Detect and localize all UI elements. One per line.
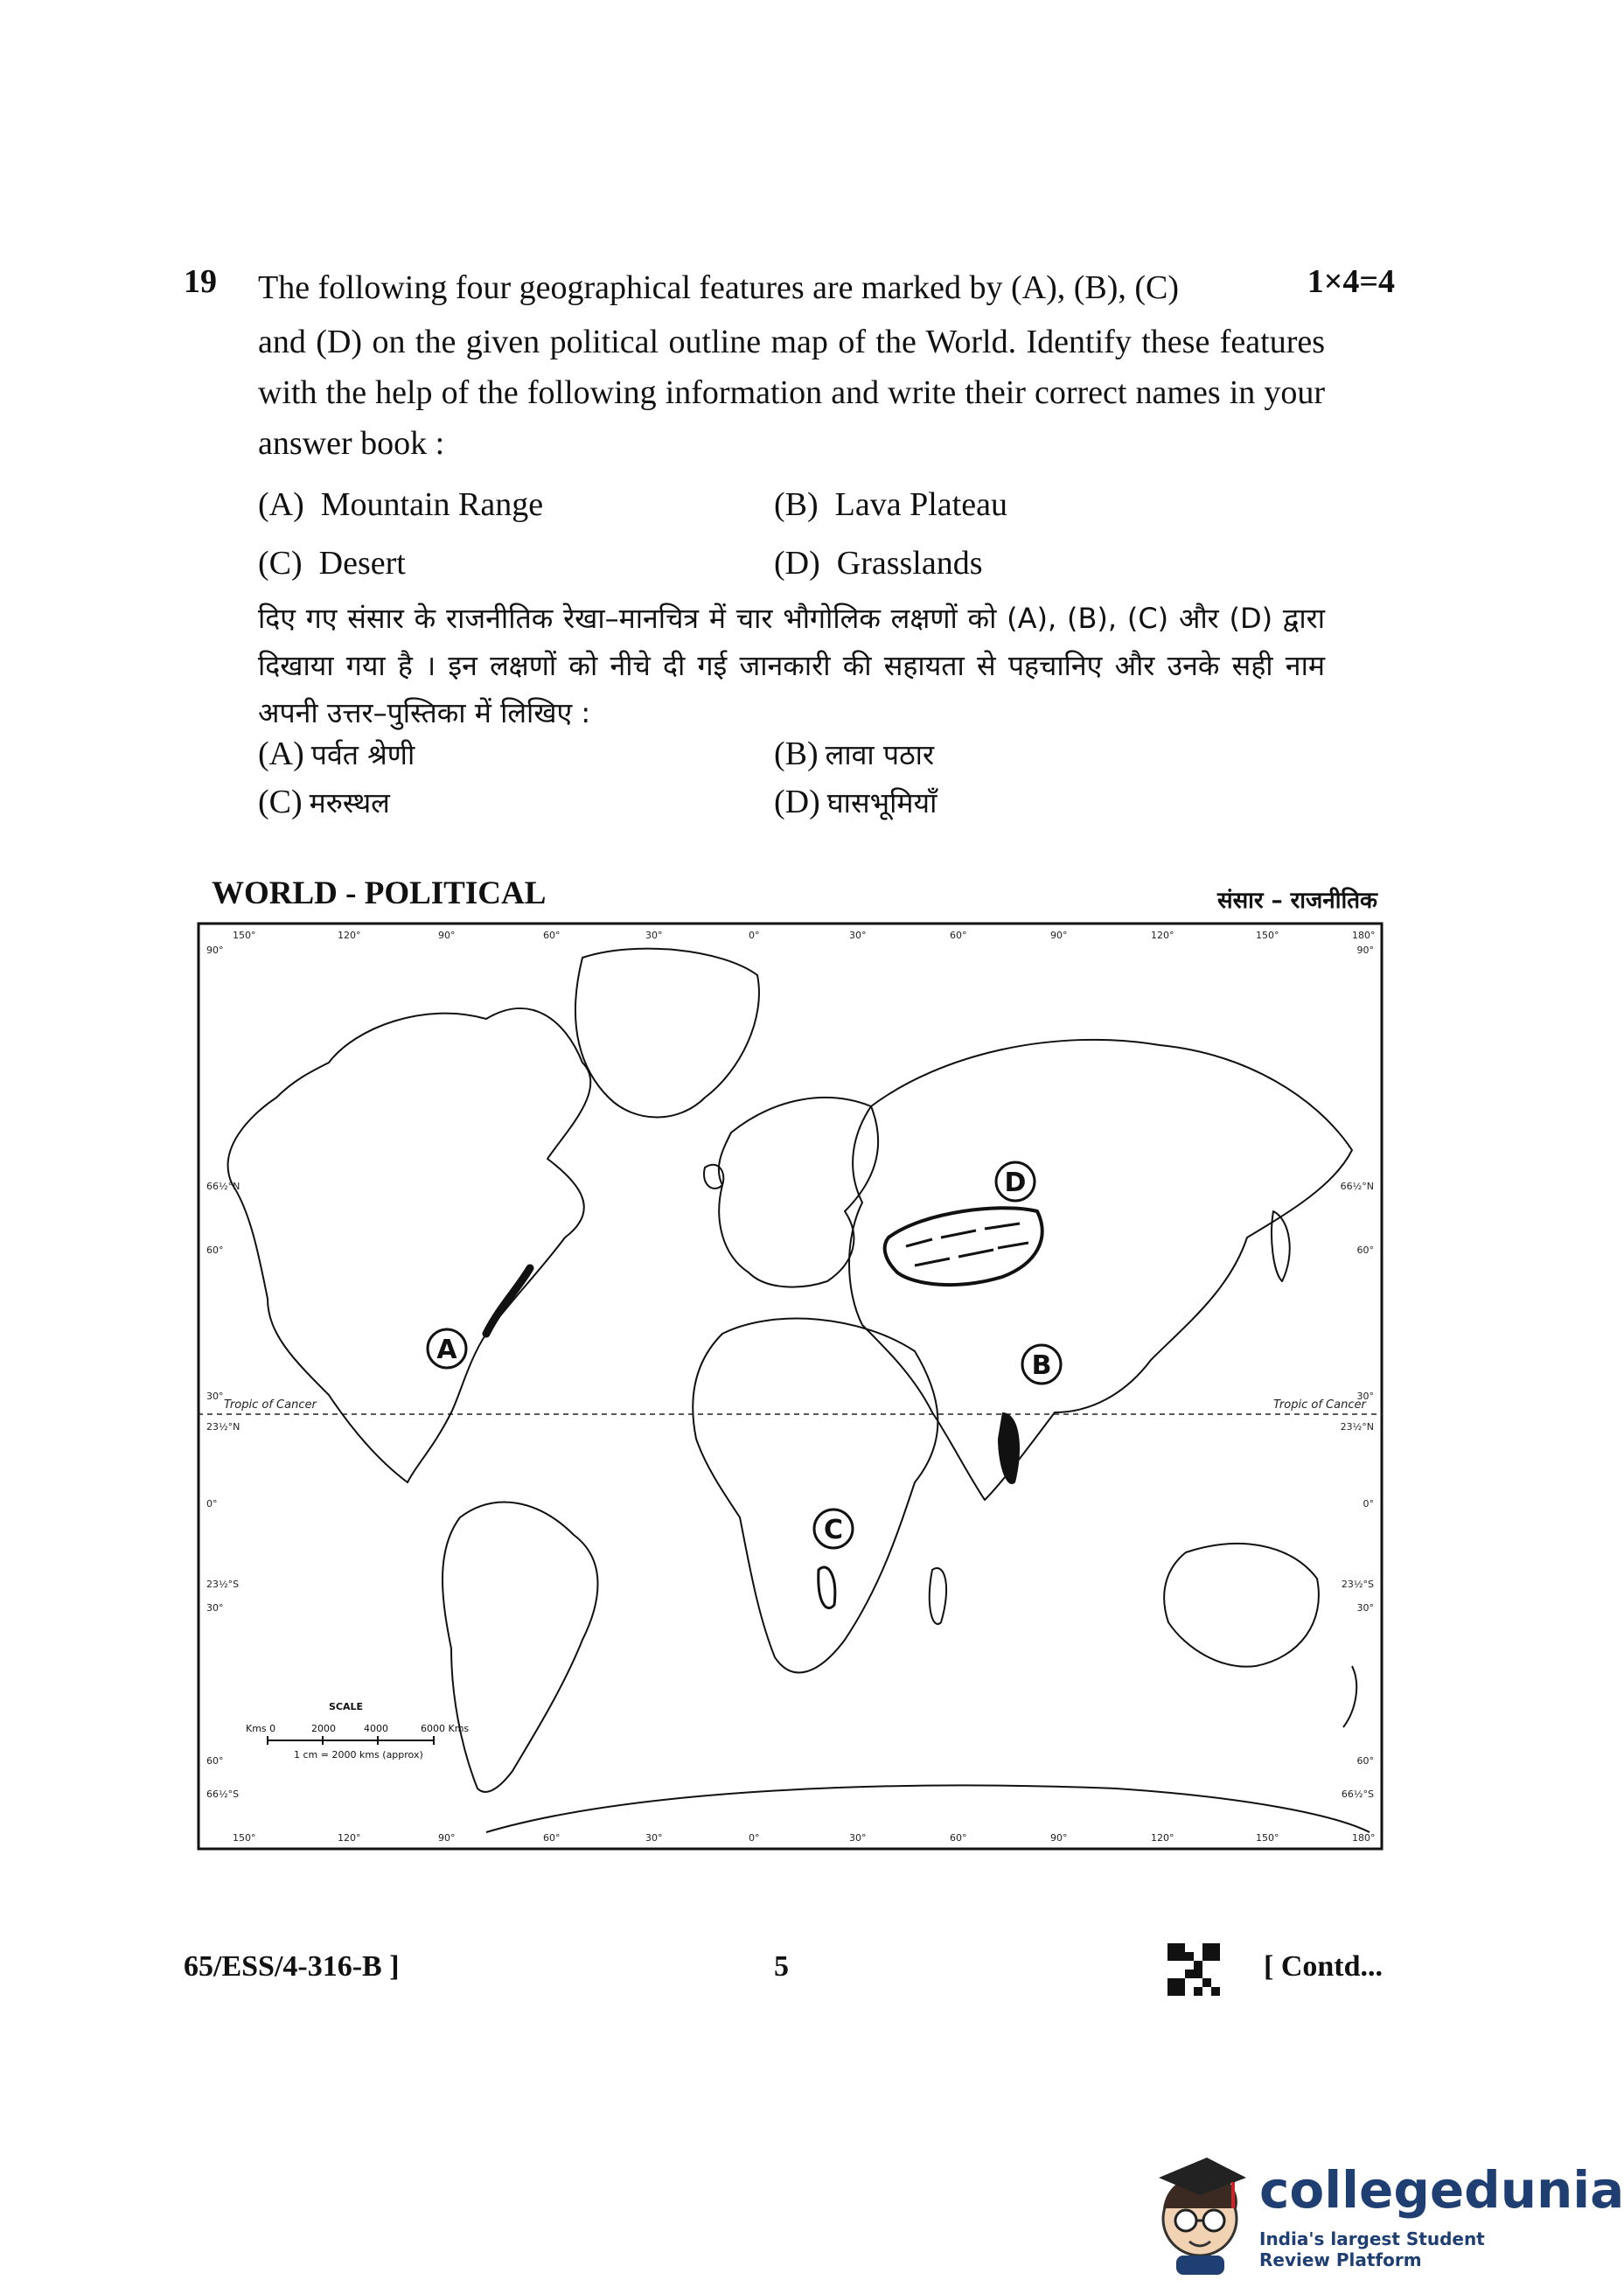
lon-bottom-label: 60° bbox=[950, 1832, 967, 1844]
lat-left-label: 30° bbox=[206, 1602, 224, 1614]
option-key: (B) bbox=[774, 486, 819, 523]
lon-bottom-label: 30° bbox=[645, 1832, 663, 1844]
map-title-hindi: संसार – राजनीतिक bbox=[1217, 888, 1377, 914]
marker-c bbox=[814, 1510, 853, 1548]
lat-right-label: 60° bbox=[1356, 1755, 1374, 1767]
option-c-en bbox=[258, 544, 406, 582]
map-title: WORLD - POLITICAL bbox=[212, 875, 547, 911]
mascot-icon bbox=[1146, 2147, 1255, 2278]
scale-tick: 6000 Kms bbox=[421, 1723, 470, 1734]
marker-a-label: A bbox=[436, 1335, 457, 1365]
lat-left-label: 60° bbox=[206, 1755, 224, 1767]
marker-b bbox=[1022, 1345, 1061, 1384]
question-line-1: The following four geographical features are marked by (A), (B), (C) bbox=[258, 269, 1180, 306]
lat-left-label: 66½°S bbox=[206, 1788, 240, 1800]
lat-right-label: 90° bbox=[1356, 945, 1374, 956]
lon-top-label: 90° bbox=[1050, 930, 1068, 941]
lon-bottom-label: 30° bbox=[849, 1832, 867, 1844]
lon-top-label: 0° bbox=[749, 930, 760, 941]
scale-tick: 2000 bbox=[311, 1723, 336, 1734]
option-key: (C) bbox=[258, 545, 303, 582]
lon-bottom-label: 120° bbox=[1151, 1832, 1174, 1844]
question-marks: 1×4=4 bbox=[1307, 263, 1395, 300]
lon-top-label: 30° bbox=[645, 930, 663, 941]
lon-top-label: 120° bbox=[1151, 930, 1174, 941]
lat-left-label: 23½°N bbox=[206, 1421, 240, 1433]
lat-right-label: 66½°N bbox=[1340, 1181, 1374, 1192]
option-text: पर्वत श्रेणी bbox=[310, 738, 415, 771]
question-text-hindi: दिए गए संसार के राजनीतिक रेखा–मानचित्र में चार भौगोलिक लक्षणों को (A), (B), (C) और (D) द्वारा दिखाया गया है । इन लक्षणों को नीचे दी गई जानकारी की सहायता से पहचानिए और उनके सही नाम अपनी उत्तर–पुस्तिका में लिखिए : bbox=[258, 602, 1325, 729]
lat-right-label: 30° bbox=[1356, 1391, 1374, 1402]
option-key: (D) bbox=[774, 784, 820, 820]
option-key: (D) bbox=[774, 545, 820, 582]
option-text: Desert bbox=[318, 545, 406, 582]
lon-bottom-label: 0° bbox=[749, 1832, 760, 1844]
option-text: Grasslands bbox=[836, 545, 983, 582]
marker-b-label: B bbox=[1031, 1350, 1052, 1381]
lat-right-label: 0° bbox=[1363, 1498, 1374, 1510]
option-key: (B) bbox=[774, 736, 819, 772]
option-b-en bbox=[774, 485, 1007, 524]
option-a-en bbox=[258, 485, 543, 524]
lat-right-label: 23½°S bbox=[1341, 1579, 1374, 1590]
lon-top-label: 180° bbox=[1352, 930, 1376, 941]
world-political-map bbox=[198, 923, 1383, 1850]
option-c-hi bbox=[258, 783, 390, 821]
lon-top-label: 120° bbox=[338, 930, 361, 941]
lon-bottom-label: 90° bbox=[1050, 1832, 1068, 1844]
lat-left-label: 90° bbox=[206, 945, 224, 956]
option-text: लावा पठार bbox=[825, 738, 935, 771]
lon-bottom-label: 150° bbox=[233, 1832, 256, 1844]
lon-bottom-label: 60° bbox=[543, 1832, 561, 1844]
option-a-hi bbox=[258, 735, 415, 773]
scale-tick: Kms 0 bbox=[246, 1723, 276, 1734]
page-number: 5 bbox=[774, 1950, 789, 1983]
lon-bottom-label: 90° bbox=[438, 1832, 456, 1844]
lat-right-label: 23½°N bbox=[1340, 1421, 1374, 1433]
scale-note: 1 cm = 2000 kms (approx) bbox=[294, 1749, 423, 1761]
paper-code: 65/ESS/4-316-B ] bbox=[184, 1950, 400, 1983]
option-d-en bbox=[774, 544, 983, 582]
lon-top-label: 150° bbox=[1256, 930, 1279, 941]
lat-left-label: 23½°S bbox=[206, 1579, 240, 1590]
lat-left-label: 0° bbox=[206, 1498, 218, 1510]
question-number: 19 bbox=[184, 263, 217, 300]
lat-left-label: 66½°N bbox=[206, 1181, 240, 1192]
marker-d-label: D bbox=[1004, 1168, 1027, 1198]
lat-right-label: 60° bbox=[1356, 1245, 1374, 1256]
option-text: मरुस्थल bbox=[309, 786, 390, 819]
continued-label: [ Contd... bbox=[1264, 1950, 1384, 1983]
qr-code-icon bbox=[1167, 1943, 1220, 1996]
lon-bottom-label: 120° bbox=[338, 1832, 361, 1844]
lon-top-label: 30° bbox=[849, 930, 867, 941]
lon-top-label: 60° bbox=[950, 930, 967, 941]
option-text: Lava Plateau bbox=[834, 486, 1007, 523]
option-d-hi bbox=[774, 783, 937, 821]
lat-left-label: 60° bbox=[206, 1245, 224, 1256]
lon-bottom-label: 150° bbox=[1256, 1832, 1279, 1844]
option-key: (C) bbox=[258, 784, 303, 820]
lon-top-label: 90° bbox=[438, 930, 456, 941]
brand-tagline: India's largest Student Review Platform bbox=[1259, 2228, 1485, 2270]
option-text: Mountain Range bbox=[320, 486, 544, 523]
tropic-label-right: Tropic of Cancer bbox=[1273, 1398, 1366, 1412]
marker-d bbox=[996, 1162, 1035, 1201]
option-text: घासभूमियाँ bbox=[826, 786, 937, 819]
lat-left-label: 30° bbox=[206, 1391, 224, 1402]
option-key: (A) bbox=[258, 486, 304, 523]
scale-title: SCALE bbox=[329, 1701, 364, 1712]
brand-name: collegedunia bbox=[1259, 2160, 1624, 2220]
lon-top-label: 150° bbox=[233, 930, 256, 941]
lat-right-label: 30° bbox=[1356, 1602, 1374, 1614]
lon-bottom-label: 180° bbox=[1352, 1832, 1376, 1844]
option-b-hi bbox=[774, 735, 934, 773]
map-frame bbox=[199, 924, 1382, 1849]
marker-c-label: C bbox=[823, 1515, 844, 1545]
lon-top-label: 60° bbox=[543, 930, 561, 941]
option-key: (A) bbox=[258, 736, 304, 772]
lat-right-label: 66½°S bbox=[1341, 1788, 1374, 1800]
question-text-rest: and (D) on the given political outline map of the World. Identify these features with the help of the following information and write their correct names in your answer book : bbox=[258, 324, 1325, 462]
tropic-label-left: Tropic of Cancer bbox=[224, 1398, 317, 1412]
marker-a bbox=[428, 1329, 466, 1368]
scale-tick: 4000 bbox=[364, 1723, 388, 1734]
